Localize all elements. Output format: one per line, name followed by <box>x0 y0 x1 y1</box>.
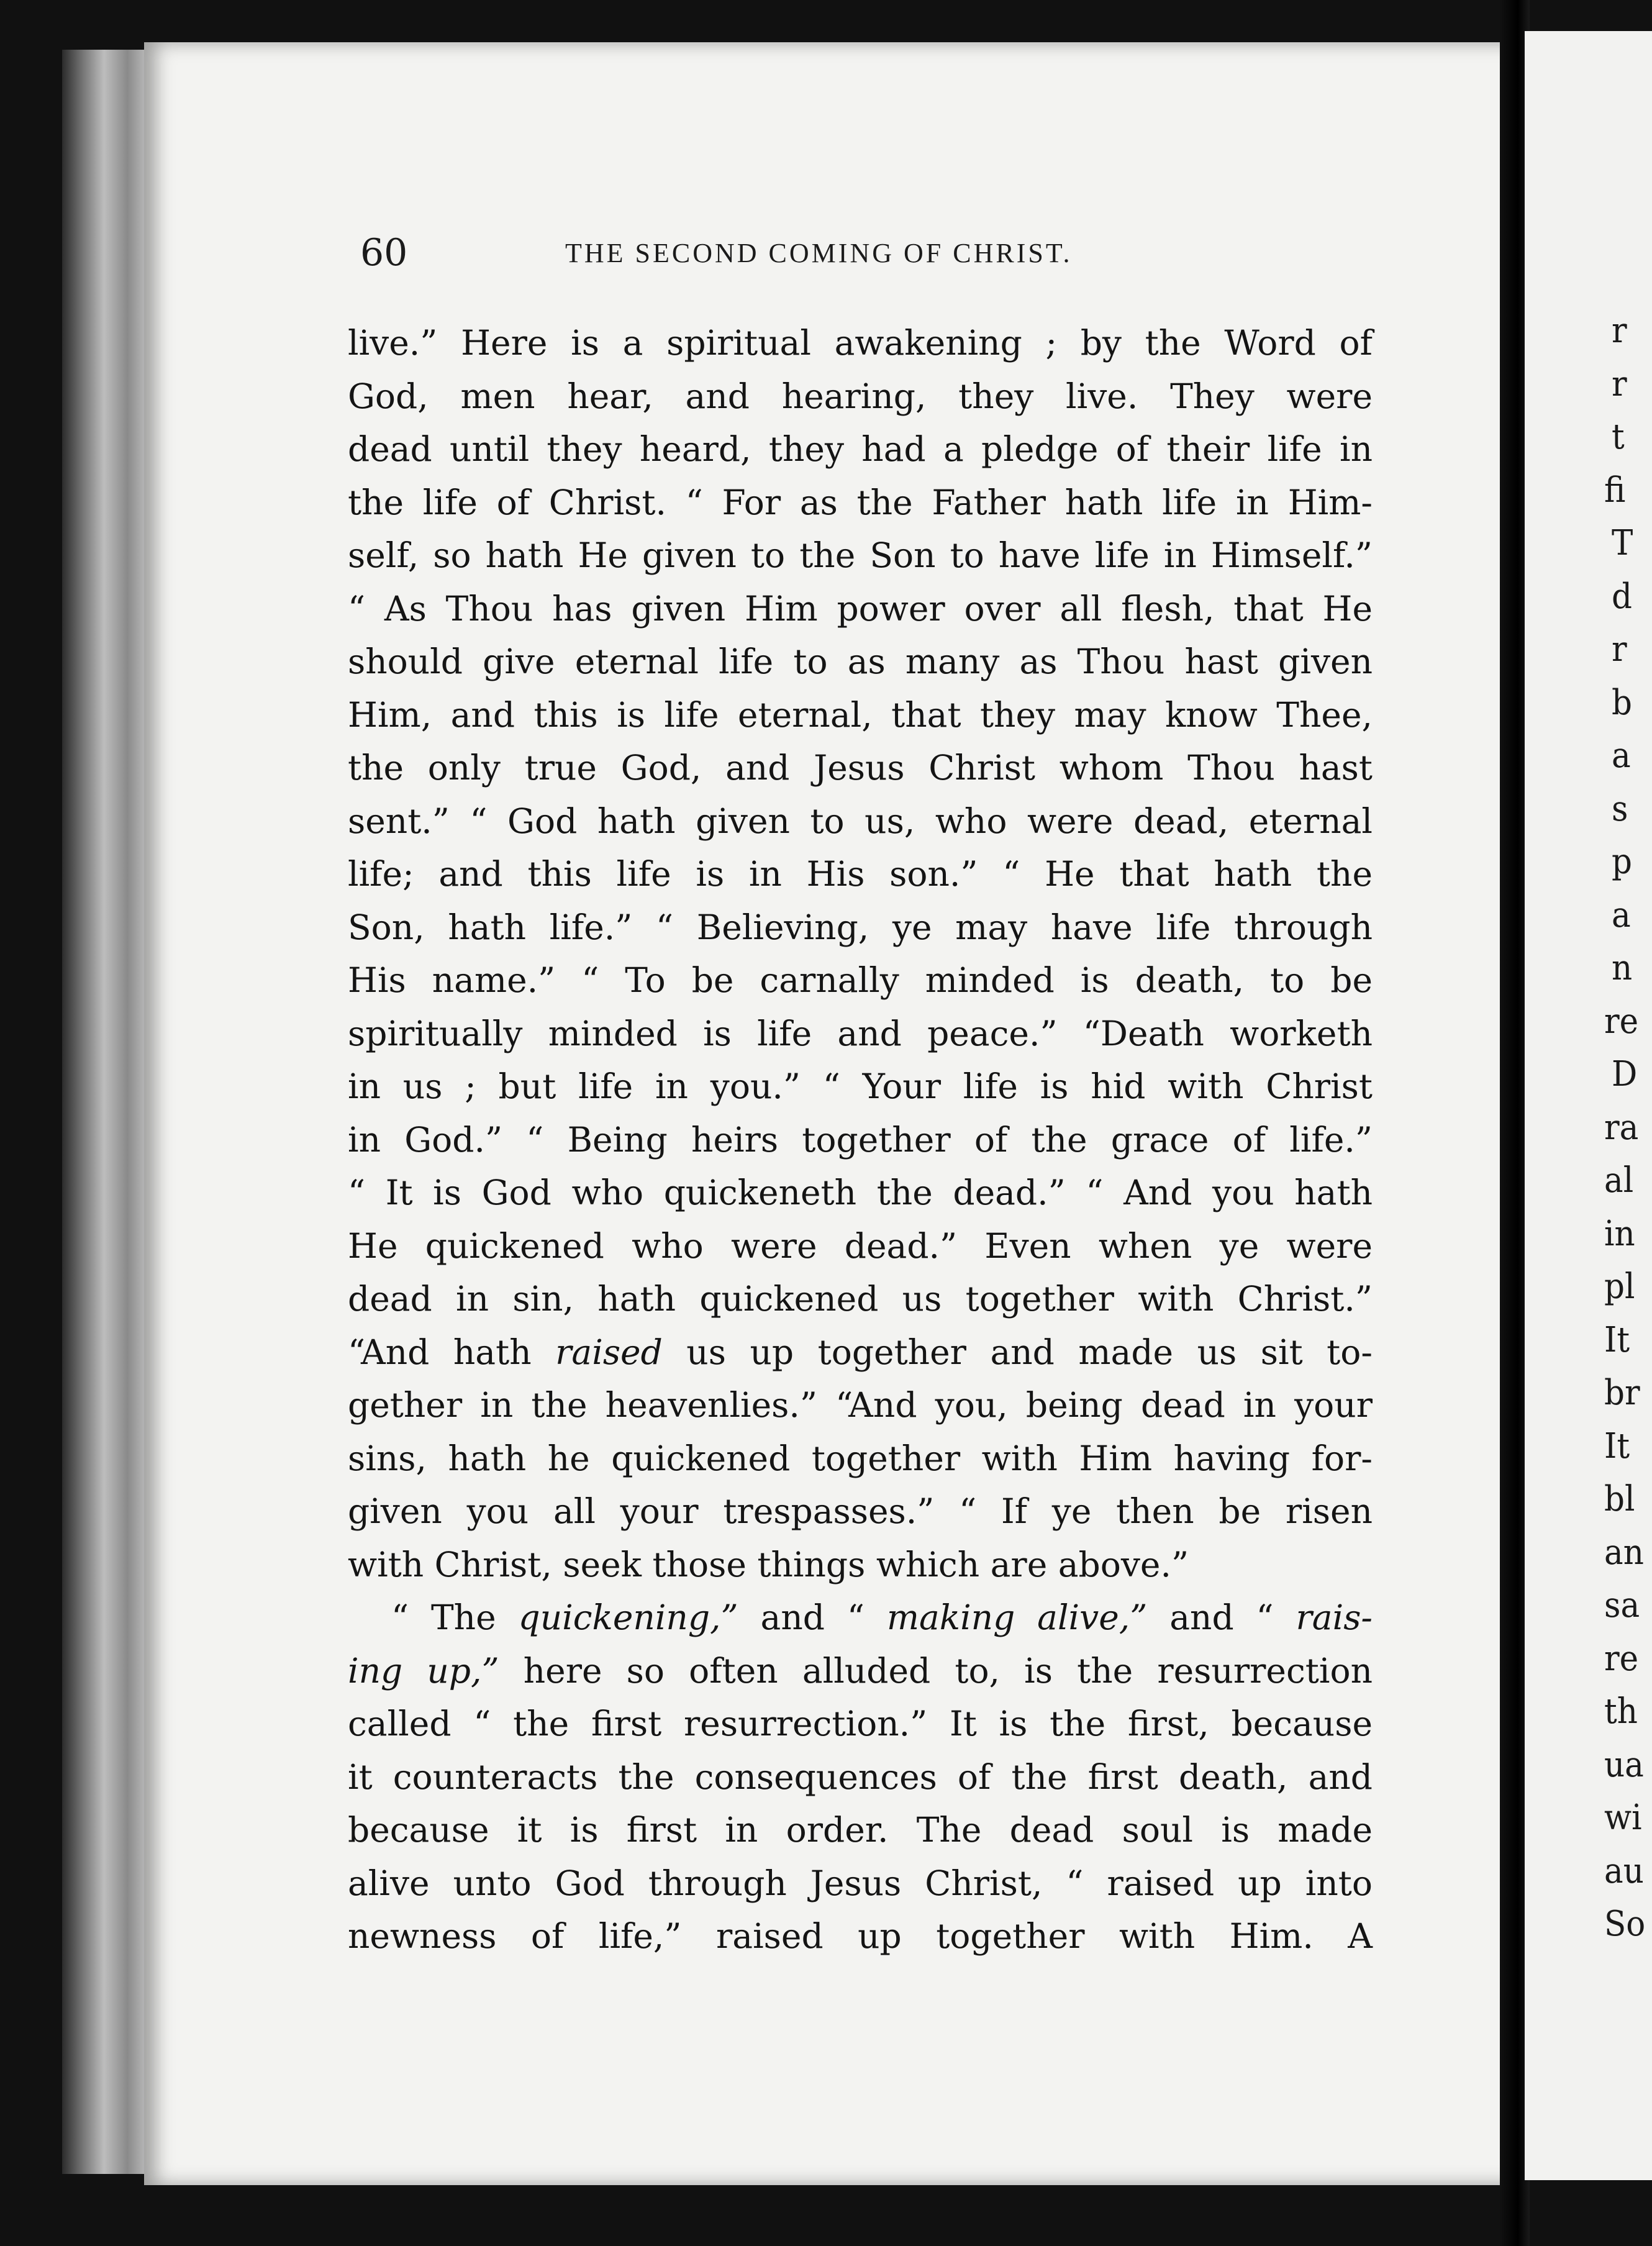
facing-page-fragment: sa <box>1604 1585 1640 1625</box>
text-line: “ It is God who quickeneth the dead.” “ And you hath <box>348 1173 1373 1212</box>
text-line: in us ; but life in you.” “ Your life is hid with Christ <box>348 1066 1373 1106</box>
text-line: Him, and this is life eternal, that they may know Thee, <box>348 694 1373 735</box>
facing-page-fragment: s <box>1612 788 1628 829</box>
text-line: the life of Christ. “ For as the Father hath life in Him- <box>348 482 1373 522</box>
text-line: in God.” “ Being heirs together of the grace of life.” <box>348 1119 1373 1160</box>
text-line: with Christ, seek those things which are above.” <box>348 1544 1189 1584</box>
facing-page-fragment: wi <box>1604 1798 1642 1838</box>
book-binding-edge <box>62 50 155 2174</box>
text-line: called “ the first resurrection.” It is the first, because <box>348 1704 1373 1744</box>
body-text <box>348 317 1373 1963</box>
facing-page-fragment: It <box>1604 1319 1630 1360</box>
text-line: spiritually minded is life and peace.” “Death worketh <box>348 1013 1373 1053</box>
facing-page-fragment: T <box>1612 523 1633 563</box>
text-line: the only true God, and Jesus Christ whom Thou hast <box>348 748 1373 788</box>
text-line: “ As Thou has given Him power over all flesh, that He <box>348 588 1373 629</box>
facing-page-fragment: n <box>1612 948 1633 988</box>
text-line: life; and this life is in His son.” “ He that hath the <box>348 854 1373 894</box>
facing-page-fragment: p <box>1612 842 1632 882</box>
facing-page-fragment: d <box>1612 576 1632 617</box>
text-line: because it is first in order. The dead soul is made <box>348 1810 1373 1850</box>
facing-page-fragment: th <box>1604 1691 1638 1732</box>
facing-page-fragment: bl <box>1604 1479 1635 1519</box>
text-line: He quickened who were dead.” Even when ye were <box>348 1225 1373 1266</box>
facing-page-fragment: ua <box>1604 1744 1644 1785</box>
facing-page-fragment: in <box>1604 1213 1635 1254</box>
text-line: His name.” “ To be carnally minded is death, to be <box>348 960 1373 1000</box>
facing-page-fragment: a <box>1612 894 1631 935</box>
facing-page-fragment: r <box>1612 311 1627 351</box>
facing-page-fragment: al <box>1604 1160 1634 1201</box>
facing-page-fragment: pl <box>1604 1266 1635 1307</box>
page-number: 60 <box>360 231 408 275</box>
facing-page-fragment: ra <box>1604 1107 1639 1148</box>
facing-page-fragment: It <box>1604 1425 1630 1466</box>
facing-page-fragment: re <box>1604 1001 1639 1042</box>
facing-page-fragment: au <box>1604 1850 1644 1891</box>
facing-page <box>1525 31 1652 2180</box>
text-line: given you all your trespasses.” “ If ye then be risen <box>348 1491 1373 1531</box>
text-line: sent.” “ God hath given to us, who were dead, eternal <box>348 801 1373 841</box>
text-line: live.” Here is a spiritual awakening ; by the Word of <box>348 323 1373 363</box>
facing-page-fragment: re <box>1604 1638 1639 1679</box>
text-line: dead until they heard, they had a pledge of their life in <box>348 429 1373 469</box>
text-line: Son, hath life.” “ Believing, ye may have life through <box>348 907 1373 947</box>
text-line: “ The quickening,” and “ making alive,” and “ rais- <box>391 1598 1373 1637</box>
facing-page-fragment: t <box>1612 417 1625 457</box>
running-title: THE SECOND COMING OF CHRIST. <box>565 238 1073 268</box>
text-line: alive unto God through Jesus Christ, “ raised up into <box>348 1863 1373 1903</box>
facing-page-fragment: an <box>1604 1532 1644 1573</box>
facing-page-fragment: r <box>1612 629 1627 670</box>
facing-page-fragment: a <box>1612 735 1631 776</box>
text-line: newness of life,” raised up together with Him. A <box>348 1916 1373 1956</box>
text-line: dead in sin, hath quickened us together with Christ.” <box>348 1279 1373 1319</box>
running-head <box>360 231 1491 281</box>
text-line: gether in the heavenlies.” “And you, being dead in your <box>348 1385 1373 1425</box>
text-line: God, men hear, and hearing, they live. They were <box>348 376 1373 416</box>
facing-page-fragment: b <box>1612 682 1632 723</box>
text-line: sins, hath he quickened together with Him having for- <box>348 1438 1373 1478</box>
text-line: it counteracts the consequences of the first death, and <box>348 1757 1373 1797</box>
facing-page-fragment: So <box>1604 1904 1646 1944</box>
text-line: ing up,” here so often alluded to, is the resurrection <box>348 1650 1373 1691</box>
text-line: self, so hath He given to the Son to have life in Himself.” <box>348 535 1373 575</box>
facing-page-fragment: fi <box>1604 470 1626 511</box>
facing-page-fragment: D <box>1612 1054 1638 1094</box>
facing-page-fragment: br <box>1604 1373 1640 1413</box>
text-line: should give eternal life to as many as Thou hast given <box>348 642 1373 681</box>
facing-page-fragment: r <box>1612 363 1627 404</box>
text-line: “And hath raised us up together and made us sit to- <box>348 1332 1373 1372</box>
